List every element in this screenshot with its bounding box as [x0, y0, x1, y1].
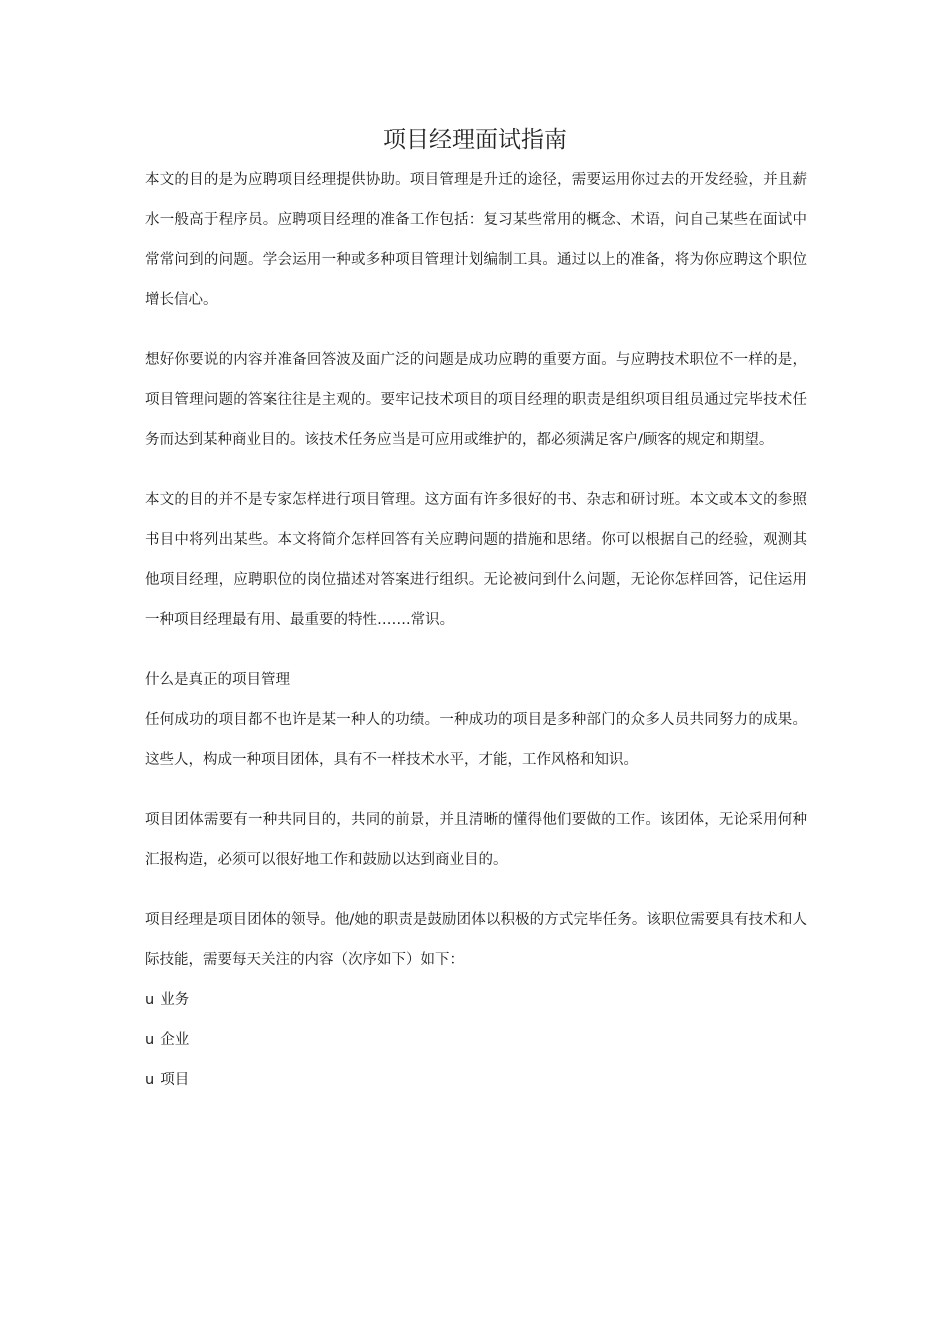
paragraph-success: 任何成功的项目都不也许是某一种人的功绩。一种成功的项目是多种部门的众多人员共同努力的成果。这些人，构成一种项目团体，具有不一样技术水平，才能，工作风格和知识。 [145, 712, 807, 768]
bullet-text: 业务 [160, 992, 190, 1008]
paragraph-team: 项目团体需要有一种共同目的，共同的前景，并且清晰的懂得他们要做的工作。该团体，无论采用何种汇报构造，必须可以很好地工作和鼓励以达到商业目的。 [145, 812, 807, 868]
bullet-mark: u [145, 1072, 155, 1088]
document-title: 项目经理面试指南 [383, 127, 567, 153]
bullet-item [145, 1060, 807, 1100]
paragraph-preparation: 想好你要说的内容并准备回答波及面广泛的问题是成功应聘的重要方面。与应聘技术职位不一样的是，项目管理问题的答案往往是主观的。要牢记技术项目的项目经理的职责是组织项目组员通过完毕技术任务而达到某种商业目的。该技术任务应当是可应用或维护的，都必须满足客户/顾客的规定和期望。 [145, 352, 807, 448]
paragraph-purpose: 本文的目的并不是专家怎样进行项目管理。这方面有许多很好的书、杂志和研讨班。本文或本文的参照书目中将列出某些。本文将简介怎样回答有关应聘问题的措施和思绪。你可以根据自己的经验，观测其他项目经理，应聘职位的岗位描述对答案进行组织。无论被问到什么问题，无论你怎样回答，记住运用一种项目经理最有用、最重要的特性…….常识。 [145, 492, 807, 628]
paragraph-manager-role: 项目经理是项目团体的领导。他/她的职责是鼓励团体以积极的方式完毕任务。该职位需要具有技术和人际技能，需要每天关注的内容（次序如下）如下： [145, 912, 807, 968]
bullet-item [145, 980, 807, 1020]
bullet-text: 企业 [160, 1032, 190, 1048]
bullet-mark: u [145, 992, 155, 1008]
bullet-mark: u [145, 1032, 155, 1048]
document-body [145, 160, 807, 1100]
bullet-text: 项目 [160, 1072, 190, 1088]
paragraph-intro: 本文的目的是为应聘项目经理提供协助。项目管理是升迁的途径，需要运用你过去的开发经验，并且薪水一般高于程序员。应聘项目经理的准备工作包括：复习某些常用的概念、术语，问自己某些在面试中常常问到的问题。学会运用一种或多种项目管理计划编制工具。通过以上的准备，将为你应聘这个职位增长信心。 [145, 172, 807, 308]
section-heading: 什么是真正的项目管理 [145, 672, 290, 688]
bullet-item [145, 1020, 807, 1060]
